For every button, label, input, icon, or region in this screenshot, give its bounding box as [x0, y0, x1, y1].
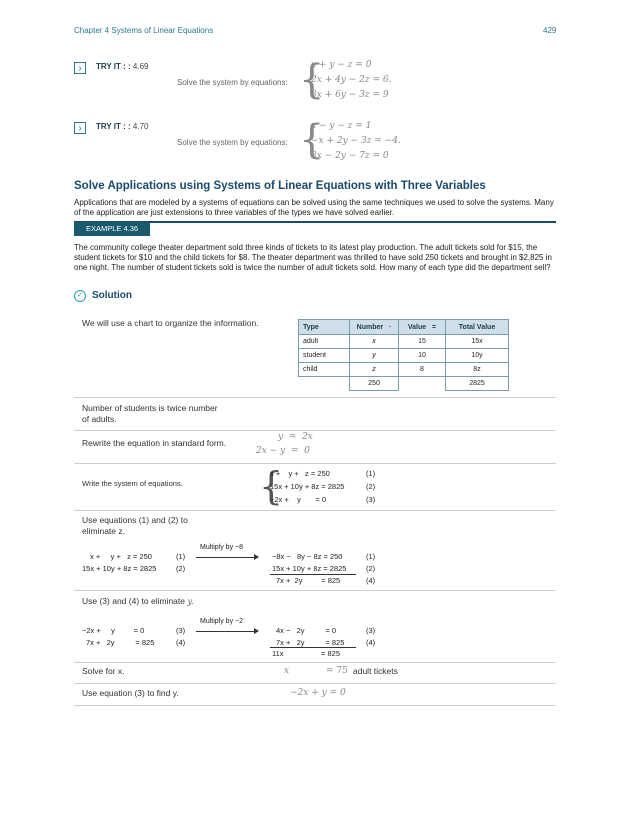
- table-cell: x: [350, 335, 399, 349]
- result-unit: adult tickets: [353, 666, 398, 676]
- tryit-label: TRY IT : : 4.69: [96, 62, 149, 71]
- equation-label: (1): [366, 552, 376, 561]
- col-header: Value =: [399, 320, 446, 335]
- step-text: Rewrite the equation in standard form.: [82, 438, 227, 448]
- page-number: 429: [543, 26, 557, 35]
- table-cell: z: [350, 363, 399, 377]
- equation: −x + 2y − 3z = −4.: [311, 136, 401, 146]
- col-header: Number ·: [350, 320, 399, 335]
- arrow-right-icon: [196, 631, 258, 632]
- equation-label: (3): [176, 626, 186, 635]
- brace-icon: {: [299, 117, 325, 163]
- table-row: [299, 349, 509, 363]
- table-cell: 15: [399, 335, 446, 349]
- equation: 7x + 2y = 825: [276, 576, 341, 585]
- equation-label: (3): [366, 626, 376, 635]
- table-row: [299, 377, 509, 391]
- equation-label: (1): [366, 469, 376, 478]
- equation: 2x − y = 0: [256, 446, 310, 456]
- check-circle-icon: ✓: [74, 290, 86, 302]
- equation: 2x + 4y − 2z = 6.: [311, 75, 392, 85]
- chevron-right-icon[interactable]: ›: [74, 122, 86, 134]
- equation-label: (4): [176, 638, 186, 647]
- chevron-right-icon[interactable]: ›: [74, 62, 86, 74]
- equation: 15x + 10y + 8z = 2825: [270, 482, 345, 491]
- table-cell: 2825: [446, 377, 509, 391]
- equation: −2x + y = 0: [290, 688, 346, 698]
- multiply-label: Multiply by −2: [200, 618, 243, 625]
- equation: −2x + y = 0: [82, 626, 145, 635]
- equation: x + y + z = 250: [90, 552, 152, 561]
- sum-line: [270, 574, 356, 575]
- equation: −2x + y = 0: [270, 495, 327, 504]
- table-cell: 10: [399, 349, 446, 363]
- equation-label: (2): [366, 564, 376, 573]
- equation: 4x − 2y = 0: [276, 626, 337, 635]
- equation-label: (2): [176, 564, 186, 573]
- chapter-header: Chapter 4 Systems of Linear Equations: [74, 26, 214, 35]
- divider: [74, 430, 556, 431]
- equation-label: (2): [366, 482, 376, 491]
- solution-label: Solution: [92, 290, 132, 301]
- divider: [74, 397, 556, 398]
- col-header: Total Value: [446, 320, 509, 335]
- table-cell: 250: [350, 377, 399, 391]
- step-text: Number of students is twice number of adults.: [82, 403, 218, 424]
- table-cell: [299, 377, 350, 391]
- table-cell: 8: [399, 363, 446, 377]
- equation-label: (4): [366, 638, 376, 647]
- divider: [74, 705, 556, 706]
- table-cell: student: [299, 349, 350, 363]
- equation: 3x + 6y − 3z = 9: [311, 90, 389, 100]
- equation: 15x + 10y + 8z = 2825: [272, 564, 347, 573]
- section-title: Solve Applications using Systems of Linear Equations with Three Variables: [74, 180, 486, 192]
- step-text: Use equation (3) to find y.: [82, 688, 179, 698]
- table-cell: [399, 377, 446, 391]
- equation: 15x + 10y + 8z = 2825: [82, 564, 157, 573]
- equation: y = 2x: [278, 432, 313, 442]
- equation: x: [284, 666, 290, 676]
- sum-line: [270, 647, 356, 648]
- equation: 7x + 2y = 825: [86, 638, 155, 647]
- table-cell: child: [299, 363, 350, 377]
- ticket-table: [298, 319, 509, 391]
- divider: [74, 510, 556, 511]
- tryit-label: TRY IT : : 4.70: [96, 122, 149, 131]
- brace-icon: {: [299, 57, 325, 103]
- equation: 7x + 2y = 825: [276, 638, 345, 647]
- equation: x − y − z = 1: [311, 121, 372, 131]
- divider: [74, 683, 556, 684]
- divider: [74, 463, 556, 464]
- brace-icon: {: [259, 464, 284, 508]
- table-cell: y: [350, 349, 399, 363]
- equation-value: = 75: [326, 666, 348, 676]
- equation: 11x = 825: [272, 649, 341, 658]
- tryit-prompt: Solve the system by equations:: [177, 78, 288, 87]
- example-label: EXAMPLE 4.36: [74, 222, 150, 236]
- example-problem: The community college theater department sold three kinds of tickets to its latest play production. The adult tickets sold for $15, the student tickets for $10 and the child tickets for $8. The theater department was thrilled to have sold 250 tickets and brought in $2,825 in one night. The number of student tickets sold is twice the number of adult tickets sold. How many of each type did the department sell?: [74, 243, 552, 272]
- equation-label: (3): [366, 495, 376, 504]
- table-row: [299, 335, 509, 349]
- table-cell: adult: [299, 335, 350, 349]
- table-cell: 10y: [446, 349, 509, 363]
- equation: 3x − 2y − 7z = 0: [311, 151, 389, 161]
- arrow-right-icon: [196, 557, 258, 558]
- tryit-prompt: Solve the system by equations:: [177, 138, 288, 147]
- equation: −8x − 8y − 8z = 250: [272, 552, 343, 561]
- divider: [74, 662, 556, 663]
- table-cell: 15x: [446, 335, 509, 349]
- equation: x + y − z = 0: [311, 60, 372, 70]
- divider: [74, 590, 556, 591]
- step-text: Solve for x.: [82, 666, 125, 676]
- step-text: We will use a chart to organize the information.: [82, 318, 259, 328]
- equation: x + y + z = 250: [270, 469, 330, 478]
- step-text: Use equations (1) and (2) to eliminate z.: [82, 515, 188, 536]
- table-row: [299, 363, 509, 377]
- step-text: Write the system of equations.: [82, 479, 183, 488]
- equation-label: (1): [176, 552, 186, 561]
- table-cell: 8z: [446, 363, 509, 377]
- step-text: Use (3) and (4) to eliminate y.: [82, 596, 194, 607]
- col-header: Type: [299, 320, 350, 335]
- section-intro: Applications that are modeled by a systems of equations can be solved using the same techniques we used to solve the systems. Many of the application are just extensions to three variables of the types we have solved earlier.: [74, 198, 554, 217]
- multiply-label: Multiply by −8: [200, 544, 243, 551]
- equation-label: (4): [366, 576, 376, 585]
